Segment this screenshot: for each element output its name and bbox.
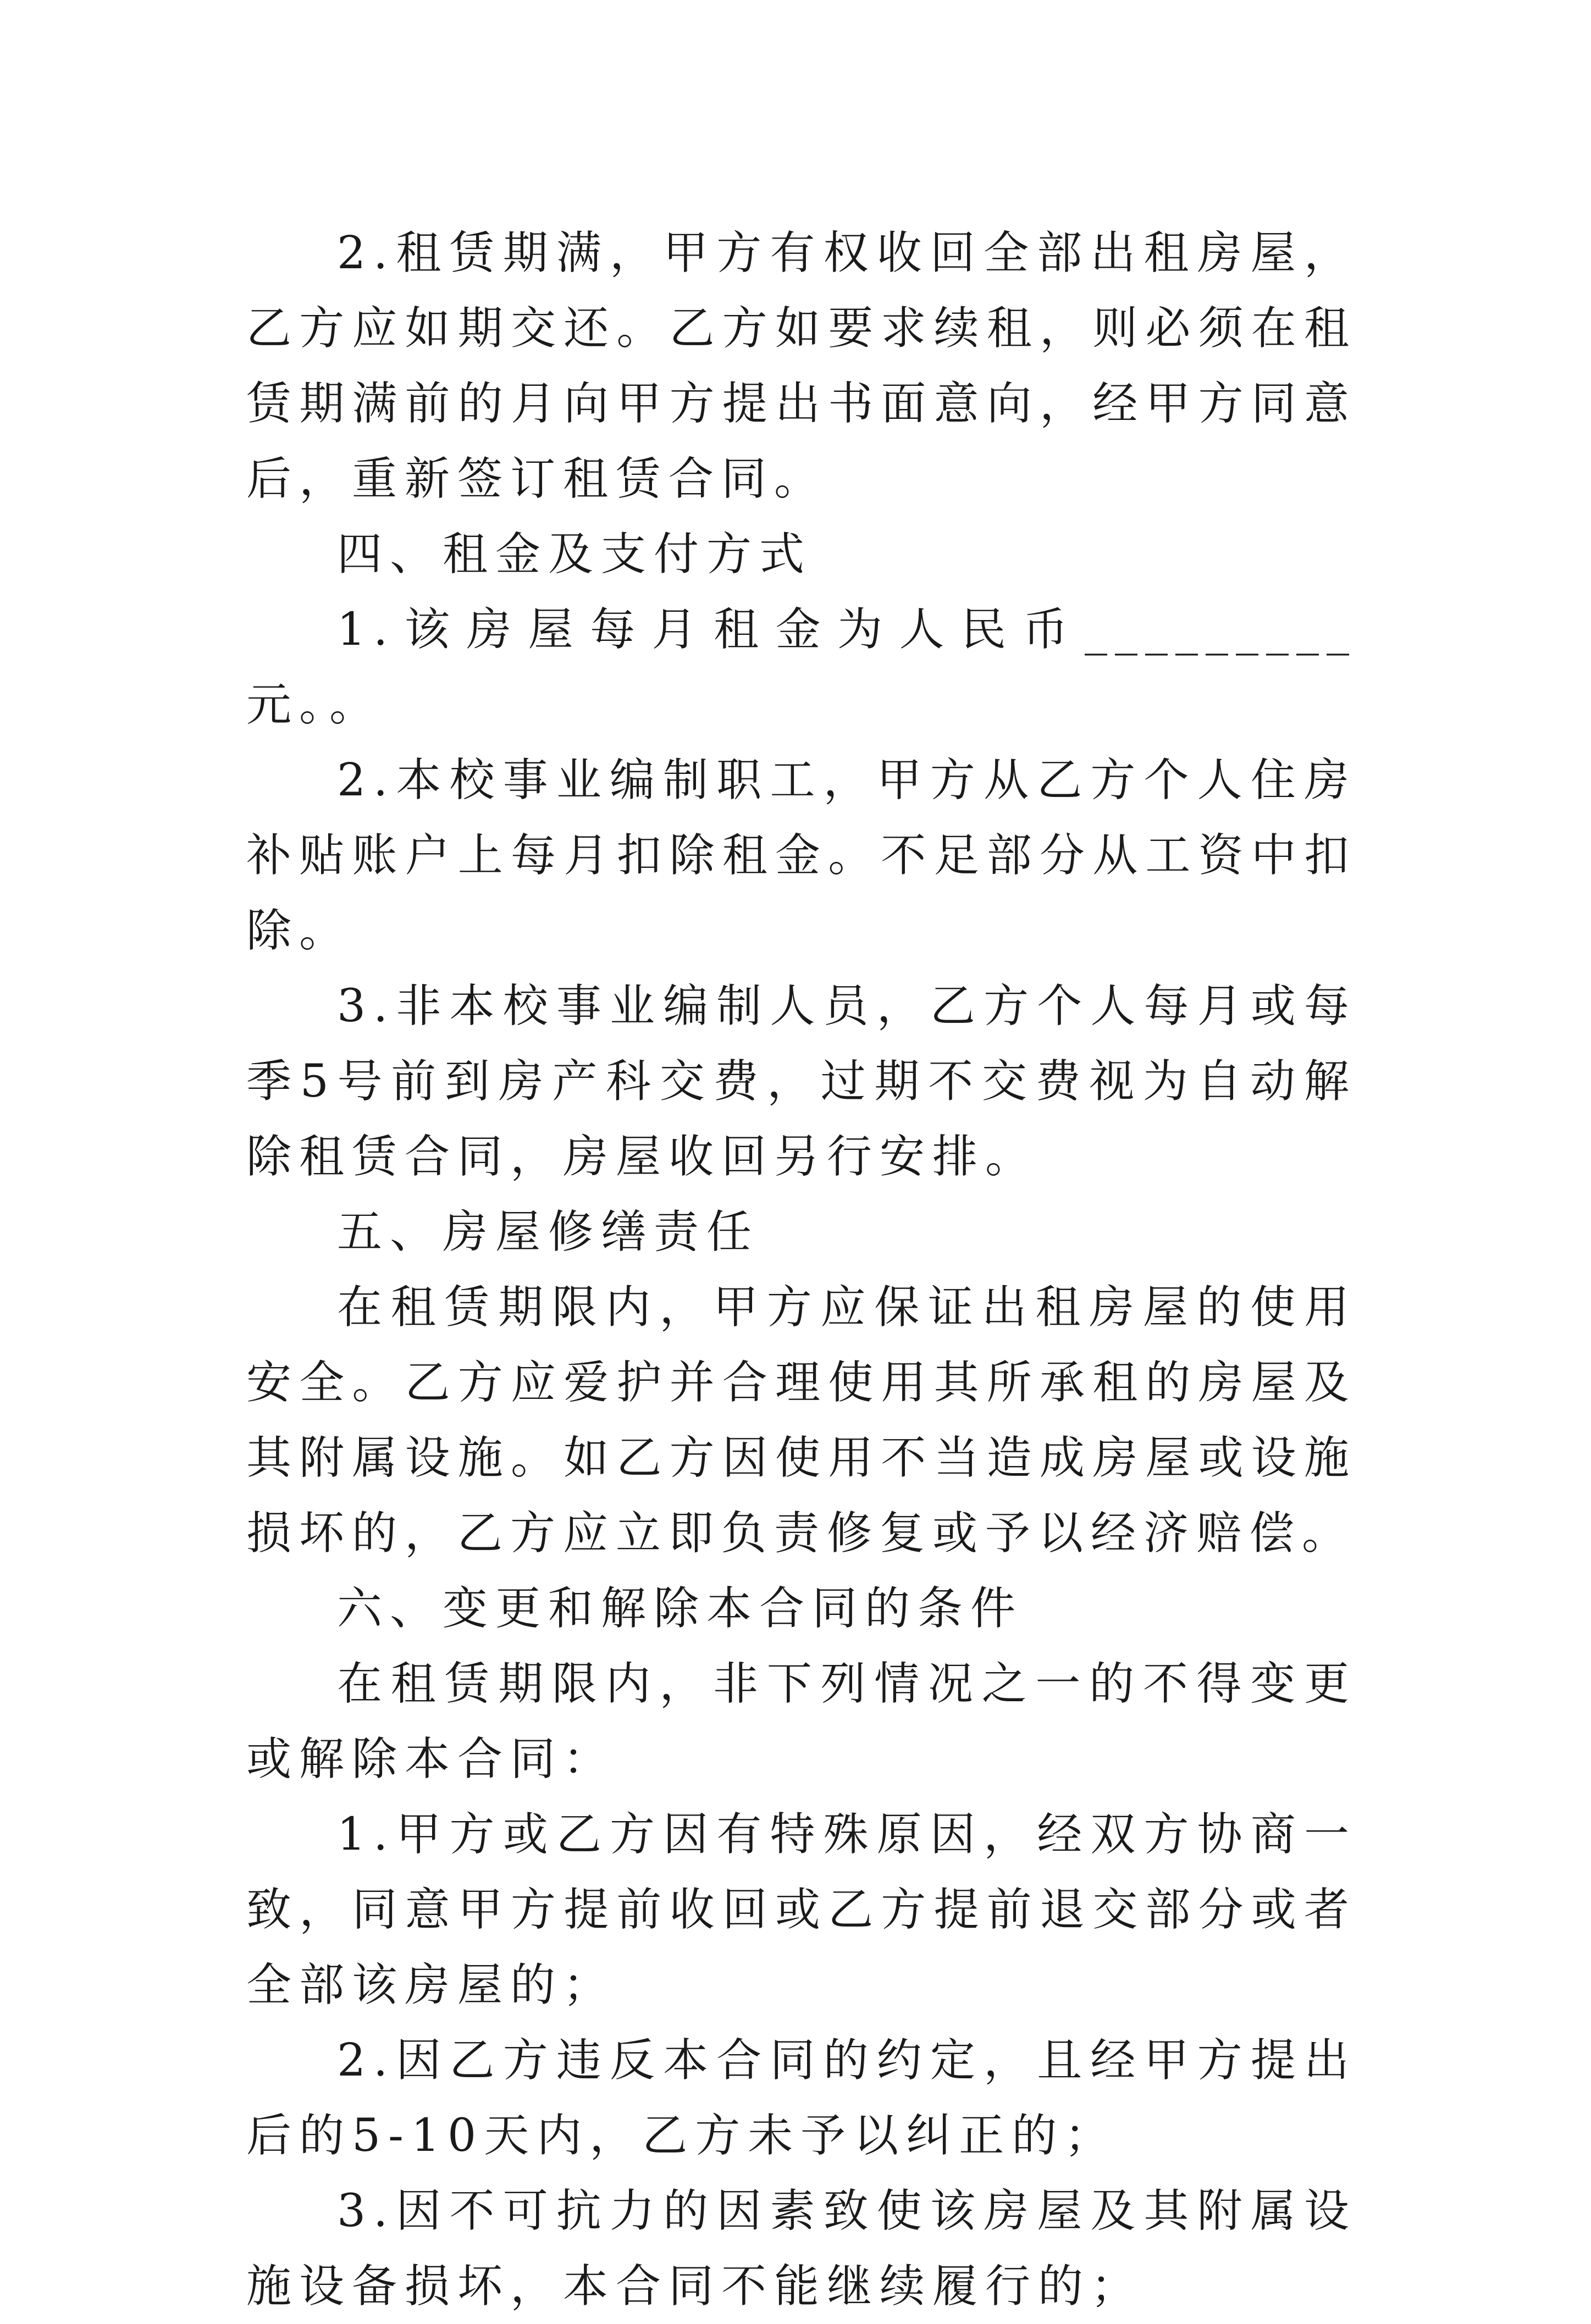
- section-heading-repair: 五、房屋修缮责任: [337, 1206, 760, 1258]
- paragraph-staff-deduction: 2.本校事业编制职工，甲方从乙方个人住房补贴账户上每月扣除租金。不足部分从工资中扣除。: [246, 754, 1357, 957]
- document-body: [246, 215, 1357, 2324]
- paragraph-termination-item-2: 2.因乙方违反本合同的约定，且经甲方提出后的5-10天内，乙方未予以纠正的；: [246, 2034, 1357, 2162]
- paragraph-repair-responsibility: 在租赁期限内，甲方应保证出租房屋的使用安全。乙方应爱护并合理使用其所承租的房屋及其附属设施。如乙方因使用不当造成房屋或设施损坏的，乙方应立即负责修复或予以经济赔偿。: [246, 1281, 1357, 1559]
- paragraph-termination-intro: 在租赁期限内，非下列情况之一的不得变更或解除本合同：: [246, 1658, 1357, 1785]
- section-heading-termination: 六、变更和解除本合同的条件: [337, 1582, 1024, 1635]
- paragraph-monthly-rent: 1.该房屋每月租金为人民币_________元。。: [246, 604, 1357, 731]
- paragraph-non-staff-payment: 3.非本校事业编制人员，乙方个人每月或每季5号前到房产科交费，过期不交费视为自动解除租赁合同，房屋收回另行安排。: [246, 980, 1357, 1183]
- paragraph-lease-expiry: 2.租赁期满，甲方有权收回全部出租房屋，乙方应如期交还。乙方如要求续租，则必须在租赁期满前的月向甲方提出书面意向，经甲方同意后，重新签订租赁合同。: [246, 227, 1357, 505]
- section-heading-rent: 四、租金及支付方式: [337, 528, 813, 580]
- paragraph-termination-item-1: 1.甲方或乙方因有特殊原因，经双方协商一致，同意甲方提前收回或乙方提前退交部分或者全部该房屋的；: [246, 1808, 1357, 2011]
- paragraph-termination-item-3: 3.因不可抗力的因素致使该房屋及其附属设施设备损坏，本合同不能继续履行的；: [246, 2185, 1357, 2312]
